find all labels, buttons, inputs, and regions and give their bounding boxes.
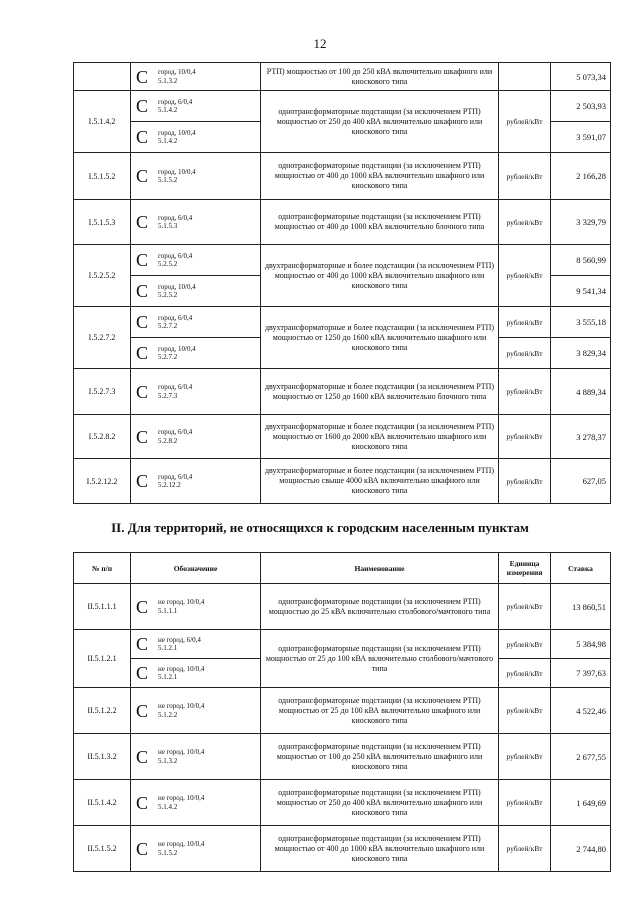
row-number: II.5.1.2.2 bbox=[74, 688, 131, 734]
row-description: однотрансформаторные подстанции (за исключением РТП) мощностью от 250 до 400 кВА включительно шкафного или киоскового типа bbox=[261, 91, 499, 153]
row-description: двухтрансформаторные и более подстанции (за исключением РТП) мощностью от 1250 до 1600 кВА включительно шкафного или киоскового типа bbox=[261, 307, 499, 369]
code-text: не город, 10/0,4 5.1.2.2 bbox=[158, 702, 205, 719]
code-letter: С bbox=[136, 634, 149, 654]
code-letter: С bbox=[136, 166, 149, 186]
code-text: город, 6/0,4 5.2.12.2 bbox=[158, 472, 193, 489]
table-row bbox=[74, 91, 611, 122]
table-row bbox=[74, 415, 611, 459]
code-text: город, 6/0,4 5.2.7.2 bbox=[158, 313, 193, 330]
code-text: город, 6/0,4 5.1.4.2 bbox=[158, 97, 193, 114]
row-unit: рублей/кВт bbox=[499, 307, 551, 338]
row-rate: 627,05 bbox=[551, 459, 611, 504]
row-description: двухтрансформаторные и более подстанции (за исключением РТП) мощностью от 1250 до 1600 кВА включительно блочного типа bbox=[261, 369, 499, 415]
row-description: двухтрансформаторные и более подстанции (за исключением РТП) мощностью от 1600 до 2000 кВА включительно шкафного или киоскового типа bbox=[261, 415, 499, 459]
row-number: I.5.1.5.3 bbox=[74, 200, 131, 245]
table-header-row bbox=[74, 553, 611, 584]
row-number: II.5.1.3.2 bbox=[74, 734, 131, 780]
table-row bbox=[74, 688, 611, 734]
code-letter: С bbox=[136, 471, 149, 491]
row-unit: рублей/кВт bbox=[499, 734, 551, 780]
row-rate: 7 397,63 bbox=[551, 659, 611, 688]
row-unit: рублей/кВт bbox=[499, 153, 551, 200]
table-row bbox=[74, 734, 611, 780]
table-row bbox=[74, 245, 611, 276]
row-rate: 8 560,99 bbox=[551, 245, 611, 276]
header-code: Обозначение bbox=[131, 553, 261, 584]
code-text: город, 10/0,4 5.1.4.2 bbox=[158, 128, 196, 145]
row-description: однотрансформаторные подстанции (за исключением РТП) мощностью от 25 до 100 кВА включительно столбового/мачтового типа bbox=[261, 630, 499, 688]
row-unit: рублей/кВт bbox=[499, 780, 551, 826]
row-rate: 13 860,51 bbox=[551, 584, 611, 630]
row-unit: рублей/кВт bbox=[499, 338, 551, 369]
section-title: II. Для территорий, не относящихся к городским населенным пунктам bbox=[111, 520, 529, 535]
code-text: город, 10/0,4 5.1.3.2 bbox=[158, 68, 196, 85]
row-number: II.5.1.1.1 bbox=[74, 584, 131, 630]
code-text: город, 6/0,4 5.2.7.3 bbox=[158, 383, 193, 400]
row-unit: рублей/кВт bbox=[499, 688, 551, 734]
table-row bbox=[74, 307, 611, 338]
row-rate: 3 329,79 bbox=[551, 200, 611, 245]
header-unit: Единица измерения bbox=[499, 553, 551, 584]
row-description: однотрансформаторные подстанции (за исключением РТП) мощностью до 25 кВА включительно столбового/мачтового типа bbox=[261, 584, 499, 630]
row-rate: 9 541,34 bbox=[551, 276, 611, 307]
row-rate: 3 829,34 bbox=[551, 338, 611, 369]
code-letter: С bbox=[136, 746, 149, 767]
header-rate: Ставка bbox=[551, 553, 611, 584]
table-row bbox=[74, 780, 611, 826]
code-text: город, 6/0,4 5.1.5.3 bbox=[158, 213, 193, 230]
row-unit: рублей/кВт bbox=[499, 200, 551, 245]
row-rate: 2 503,93 bbox=[551, 91, 611, 122]
code-letter: С bbox=[136, 212, 149, 232]
row-number: I.5.2.5.2 bbox=[74, 245, 131, 307]
row-number: I.5.1.5.2 bbox=[74, 153, 131, 200]
code-letter: С bbox=[136, 426, 149, 447]
code-text: не город, 10/0,4 5.1.2.1 bbox=[158, 664, 205, 681]
row-number: I.5.2.12.2 bbox=[74, 459, 131, 504]
row-description: однотрансформаторные подстанции (за исключением РТП) мощностью от 400 до 1000 кВА включительно шкафного или киоскового типа bbox=[261, 153, 499, 200]
table-row bbox=[74, 584, 611, 630]
row-number: II.5.1.5.2 bbox=[74, 826, 131, 872]
row-rate: 1 649,69 bbox=[551, 780, 611, 826]
table-row bbox=[74, 200, 611, 245]
row-rate: 2 677,55 bbox=[551, 734, 611, 780]
table-row bbox=[74, 826, 611, 872]
code-letter: С bbox=[136, 343, 149, 363]
row-number: II.5.1.2.1 bbox=[74, 630, 131, 688]
row-number: I.5.2.7.2 bbox=[74, 307, 131, 369]
code-text: не город, 10/0,4 5.1.4.2 bbox=[158, 794, 205, 811]
row-unit: рублей/кВт bbox=[499, 245, 551, 307]
row-unit: рублей/кВт bbox=[499, 630, 551, 659]
code-letter: С bbox=[136, 66, 149, 87]
code-letter: С bbox=[136, 312, 149, 332]
code-text: город, 10/0,4 5.1.5.2 bbox=[158, 167, 196, 184]
code-text: город, 6/0,4 5.2.8.2 bbox=[158, 428, 193, 445]
row-unit: рублей/кВт bbox=[499, 584, 551, 630]
row-unit: рублей/кВт bbox=[499, 826, 551, 872]
row-unit: рублей/кВт bbox=[499, 659, 551, 688]
row-description: двухтрансформаторные и более подстанции (за исключением РТП) мощностью от 400 до 1000 кВА включительно шкафного или киоскового типа bbox=[261, 245, 499, 307]
code-letter: С bbox=[136, 838, 149, 859]
code-letter: С bbox=[136, 281, 149, 301]
row-rate: 3 555,18 bbox=[551, 307, 611, 338]
header-name: Наименование bbox=[261, 553, 499, 584]
row-description: однотрансформаторные подстанции (за исключением РТП) мощностью от 250 до 400 кВА включительно шкафного или киоскового типа bbox=[261, 780, 499, 826]
table-row bbox=[74, 630, 611, 659]
header-num: № п/п bbox=[74, 553, 131, 584]
row-description: однотрансформаторные подстанции (за исключением РТП) мощностью от 400 до 1000 кВА включительно шкафного или киоскового типа bbox=[261, 826, 499, 872]
table-row bbox=[74, 63, 611, 91]
row-rate: 5 384,98 bbox=[551, 630, 611, 659]
tariff-table-rural bbox=[73, 552, 611, 872]
code-text: не город, 6/0,4 5.1.2.1 bbox=[158, 635, 201, 652]
row-unit: рублей/кВт bbox=[499, 459, 551, 504]
code-letter: С bbox=[136, 792, 149, 813]
code-letter: С bbox=[136, 381, 149, 402]
row-number: II.5.1.4.2 bbox=[74, 780, 131, 826]
code-letter: С bbox=[136, 596, 149, 617]
row-unit: рублей/кВт bbox=[499, 369, 551, 415]
row-description: двухтрансформаторные и более подстанции (за исключением РТП) мощностью свыше 4000 кВА включительно шкафного или киоскового типа bbox=[261, 459, 499, 504]
row-rate: 2 744,80 bbox=[551, 826, 611, 872]
row-rate: 5 073,34 bbox=[551, 63, 611, 91]
row-number: I.5.1.4.2 bbox=[74, 91, 131, 153]
code-text: не город, 10/0,4 5.1.3.2 bbox=[158, 748, 205, 765]
tariff-table-urban bbox=[73, 62, 611, 504]
row-number: I.5.2.7.3 bbox=[74, 369, 131, 415]
row-rate: 4 522,46 bbox=[551, 688, 611, 734]
code-text: город, 6/0,4 5.2.5.2 bbox=[158, 251, 193, 268]
row-description: однотрансформаторные подстанции (за исключением РТП) мощностью от 100 до 250 кВА включительно шкафного или киоскового типа bbox=[261, 734, 499, 780]
row-number: I.5.2.8.2 bbox=[74, 415, 131, 459]
code-text: не город, 10/0,4 5.1.5.2 bbox=[158, 840, 205, 857]
code-letter: С bbox=[136, 700, 149, 721]
code-letter: С bbox=[136, 250, 149, 270]
row-description: РТП) мощностью от 100 до 250 кВА включительно шкафного или киоскового типа bbox=[261, 63, 499, 91]
code-letter: С bbox=[136, 127, 149, 147]
row-rate: 3 278,37 bbox=[551, 415, 611, 459]
code-text: город, 10/0,4 5.2.7.2 bbox=[158, 344, 196, 361]
row-description: однотрансформаторные подстанции (за исключением РТП) мощностью от 400 до 1000 кВА включительно блочного типа bbox=[261, 200, 499, 245]
code-letter: С bbox=[136, 96, 149, 116]
table-row bbox=[74, 459, 611, 504]
row-description: однотрансформаторные подстанции (за исключением РТП) мощностью от 25 до 100 кВА включительно шкафного или киоскового типа bbox=[261, 688, 499, 734]
page-number: 12 bbox=[313, 36, 327, 51]
row-rate: 3 591,07 bbox=[551, 122, 611, 153]
row-unit: рублей/кВт bbox=[499, 91, 551, 153]
code-letter: С bbox=[136, 663, 149, 683]
row-unit: рублей/кВт bbox=[499, 415, 551, 459]
row-rate: 2 166,28 bbox=[551, 153, 611, 200]
code-text: не город, 10/0,4 5.1.1.1 bbox=[158, 598, 205, 615]
row-rate: 4 889,34 bbox=[551, 369, 611, 415]
table-row bbox=[74, 153, 611, 200]
code-text: город, 10/0,4 5.2.5.2 bbox=[158, 282, 196, 299]
table-row bbox=[74, 369, 611, 415]
